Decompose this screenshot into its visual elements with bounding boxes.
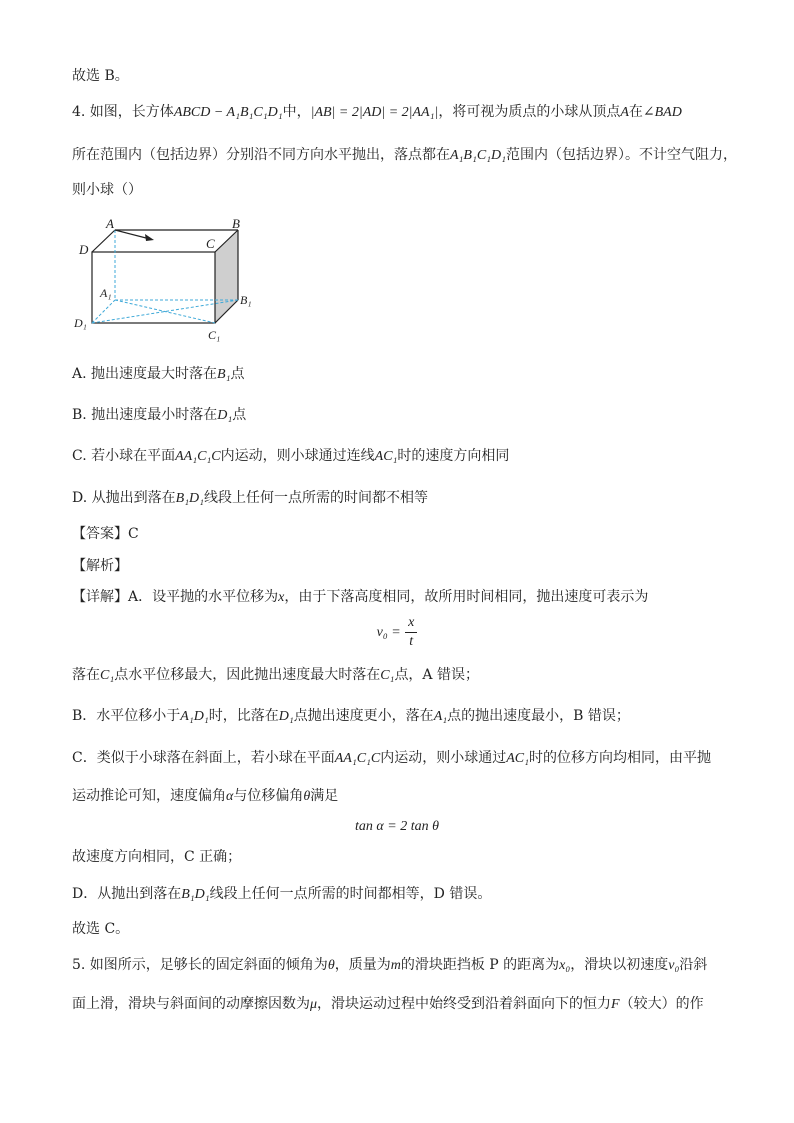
option-d: D. 从抛出到落在B₁D₁线段上任何一点所需的时间都不相等 (72, 490, 429, 506)
explain-c: C．类似于小球落在斜面上，若小球在平面AA₁C₁C内运动，则小球通过AC₁时的位移方向均相同，由平抛 (72, 750, 711, 766)
explain-d: D．从抛出到落在B₁D₁线段上任何一点所需的时间都相等，D 错误。 (72, 886, 492, 902)
detail-line-a: 【详解】A．设平抛的水平位移为x，由于下落高度相同，故所用时间相同，抛出速度可表示为 (72, 589, 649, 605)
launch-arrow (115, 230, 150, 239)
label-A: A (106, 216, 114, 231)
launch-arrow-head (145, 234, 154, 241)
label-B: B (232, 216, 240, 231)
cuboid-side-face (215, 230, 238, 323)
explain-c-3: 故速度方向相同，C 正确； (72, 849, 242, 865)
equation-velocity: v₀ = $\frac{x}{t}$ (0, 614, 794, 651)
conclusion-c: 故选 C。 (72, 921, 130, 937)
option-a: A. 抛出速度最大时落在B₁点 (72, 366, 245, 382)
q5-line-2: 面上滑，滑块与斜面间的动摩擦因数为μ，滑块运动过程中始终受到沿着斜面向下的恒力F（较大）的作 (72, 996, 704, 1012)
diagonal-A1C1 (115, 300, 215, 323)
explain-b: B．水平位移小于A₁D₁时，比落在D₁点抛出速度更小，落在A₁点的抛出速度最小，B 错误； (72, 708, 630, 724)
line-conclusion-b: 故选 B。 (72, 68, 129, 84)
answer-line: 【答案】C (72, 526, 139, 542)
label-A1: A₁ (100, 286, 112, 300)
explain-c-2: 运动推论可知，速度偏角α与位移偏角θ满足 (72, 788, 339, 804)
q4-line-2: 所在范围内（包括边界）分别沿不同方向水平抛出，落点都在A₁B₁C₁D₁范围内（包括边界）。不计空气阻力， (72, 147, 738, 163)
label-D: D (79, 242, 89, 257)
analysis-heading: 【解析】 (72, 558, 128, 574)
explain-a: 落在C₁点水平位移最大，因此抛出速度最大时落在C₁点，A 错误； (72, 667, 479, 683)
hidden-edge-D1A1 (92, 300, 115, 323)
q4-line-1: 4. 如图，长方体ABCD − A₁B₁C₁D₁中，|AB| = 2|AD| = 2|AA₁|，将可视为质点的小球从顶点A在∠BAD (72, 104, 682, 120)
q4-line-3: 则小球（） (72, 182, 142, 198)
label-C1: C₁ (208, 328, 221, 342)
option-b: B. 抛出速度最小时落在D₁点 (72, 407, 247, 423)
equation-tan: tan α = 2 tan θ (355, 819, 439, 834)
option-c: C. 若小球在平面AA₁C₁C内运动，则小球通过连线AC₁时的速度方向相同 (72, 448, 510, 464)
cuboid-figure (72, 212, 262, 342)
label-B1: B₁ (240, 293, 252, 307)
edge-DA (92, 230, 115, 252)
label-C: C (206, 236, 215, 251)
q5-line-1: 5. 如图所示，足够长的固定斜面的倾角为θ，质量为m的滑块距挡板 P 的距离为x₀，滑块以初速度v₀沿斜 (72, 957, 708, 973)
label-D1: D₁ (74, 316, 87, 330)
